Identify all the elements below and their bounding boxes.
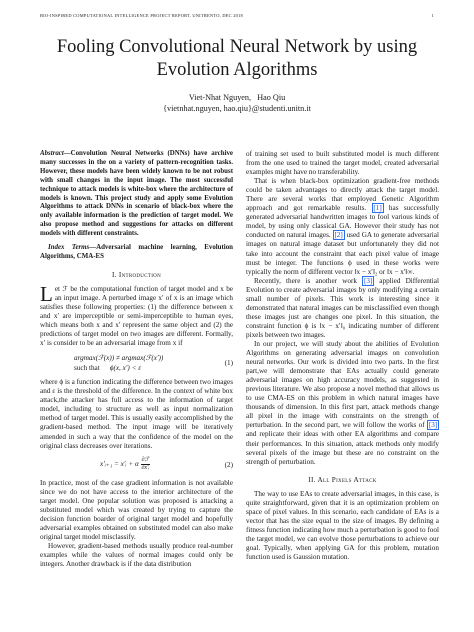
abstract-text: —Convolution Neural Networks (DNNs) have archive many successes in the on a variety of pattern-recognition tasks. However, these models have been widely known to be not robust with small changes in the input image. The most successful technique to attack models is white-box where the architecture of models is known. This project study and apply some Evolution Algorithms to attack DNNs in scenario of black-box where the only available information is the prediction of target model. We also propose method and suggestions for attacks on different models with different constraints. xyxy=(40,150,233,238)
citation-link-3[interactable]: [3] xyxy=(363,276,373,285)
intro-paragraph-2: where ϕ is a function indicating the difference between two images and ε is the threshold of the difference. In the context of white box attack,the attacker has full access to the information of target model, including to structure as well as input normalization method of target model. This is usually easily accomplished by the gradient-based method. The input image will be iteratively amended in such a way that the confidence of the model on the original class decreases over iterations. xyxy=(40,378,233,450)
equation-2-number: (2) xyxy=(224,460,233,469)
author-emails: {vietnhat.nguyen, hao.qiu}@studenti.unitn.it xyxy=(163,104,311,113)
index-terms-text: —Adversarial machine learning, Evolution Algorithms, CMA-ES xyxy=(40,244,233,260)
section-heading-introduction: I. Introduction xyxy=(112,270,161,279)
page-number: 1 xyxy=(431,13,434,18)
right-paragraph-5: The way to use EAs to create adversarial images, in this case, is quite straightforward, given that it is an optimization problem on space of pixel values. In this scenario, each candidate of EAs is a vector that has the size equal to the size of images. By defining a fitness function indicating how much a perturbation is good to fool the target model, we can evolve those perturbations to achieve our goal. Typically, when applying GA for this problem, mutation function used is Gaussion mutation. xyxy=(246,489,439,562)
left-column xyxy=(40,150,233,618)
intro-paragraph-3: In practice, most of the case gradient information is not available since we do not have access to the interior architecture of the target model. One popular solution was proposed is attacking a substituted model which was created by trying to capture the decision function boarder of original target model and hopefully adversarial examples obtained on substituted model can also make original target model misclassify. xyxy=(40,478,233,541)
equation-2-lhs: x′ᵢ₊₁ = x′ᵢ + α xyxy=(100,459,139,468)
equation-1-condition: argmax(ℱ(x)) ≠ argmax(ℱ(x′)) xyxy=(74,354,164,363)
title-line-1: Fooling Convolutional Neural Network by using xyxy=(56,37,418,57)
equation-1-row-2 xyxy=(40,363,233,373)
title-line-2: Evolution Algorithms xyxy=(156,60,318,80)
right-paragraph-4: In our project, we will study about the abilities of Evolution Algorithms on generating adversarial images on convolution neural networks. Our work is divided into two parts. In the first part,we will demonstrate that EAs actually could generate adversarial images on high accuracy models, as suggested in previous literature. We also propose a novel method that allows us to use CMA-ES on this problem in which natural images have thousands of dimension. In this first part, attack methods change all pixel in the image with constraints on the strength of perturbation. In the second part, we will follow the works of [3] and replicate their ideas with other EA algorithms and compare their performances. In this situation, attack methods only modify several pixels of the image but these are no constraint on the strength of perturbation. xyxy=(246,339,439,466)
index-terms-lead: Index Terms xyxy=(48,244,90,252)
equation-1-row-1 xyxy=(40,353,233,363)
drop-cap: L xyxy=(40,281,53,306)
equation-2-fraction xyxy=(141,457,151,472)
running-title: BIO-INSPIRED COMPUTATIONAL INTELLIGENCE PROJECT REPORT, UNITRENTO, DEC 2018 xyxy=(40,13,243,18)
citation-link-2[interactable]: [2] xyxy=(334,231,343,240)
author-block xyxy=(30,92,444,114)
citation-link-4[interactable]: [3] xyxy=(428,421,438,430)
equation-2 xyxy=(40,457,233,472)
author-names: Viet-Nhat Nguyen, Hao Qiu xyxy=(188,93,286,102)
citation-link-1[interactable]: [1] xyxy=(373,204,382,213)
section-heading-all-pixels-attack: II. All Pixels Attack xyxy=(308,475,377,484)
intro-paragraph-1-text: et ℱ be the computational function of target model and x be an input image. A perturbed image x′ of x is an image which satisfies these following properties: (1) the difference between x and x′ are imperceptible or semi-imperceptible to human eyes, which means both x and x′ represent the same object and (2) the predictions of target model on two images are different. Formally, x′ is consider to be an adversarial image from x if xyxy=(40,284,233,348)
equation-2-denominator: ∂x′ᵢ xyxy=(141,464,150,471)
abstract-lead: Abstract xyxy=(40,150,64,157)
equation-2-numerator: ∂ℱ xyxy=(141,456,150,463)
running-header xyxy=(40,13,434,18)
equation-1-number: (1) xyxy=(224,359,233,368)
intro-paragraph-1 xyxy=(40,281,233,348)
right-column xyxy=(246,150,439,618)
equation-1-such-that: such that xyxy=(74,364,100,373)
right-paragraph-3: Recently, there is another work [3] applied Differential Evolution to create adversarial images by only modifying a certain small number of pixels. This work is interesting since it demonstrated that natural images can be misclassified even though these images just are changes one pixel. In this situation, the constraint function ϕ is ‖x − x′‖₀ indicating number of different pixels between two images. xyxy=(246,276,439,339)
abstract xyxy=(40,150,233,239)
index-terms xyxy=(40,244,233,262)
right-paragraph-1: of training set used to built substituted model is much different from the one used to trained the target model, created adversarial examples might have no transferability. xyxy=(246,150,439,177)
equation-1 xyxy=(40,353,233,373)
equation-1-constraint: ϕ(x, x′) < ε xyxy=(109,364,142,373)
right-paragraph-2: That is when black-box optimization gradient-free methods could be taken advantages to directly attack the target model. There are several works that employed Genetic Algorithm approach and got remarkable results. [1] has successfully generated adversarial handwritten images to fool various kinds of model, by using only classical GA. However their study has not conducted on natural images. [2] used GA to generate adversarial images on natural image dataset but unfortunately they did not take into account the constraint that each pixel value of image must be integer. The functions ϕ used in these works were typically the norm of different vector ‖x − x′‖₂ or ‖x − x′‖∞. xyxy=(246,177,439,276)
paper-title xyxy=(30,36,444,82)
intro-paragraph-4: However, gradient-based methods usually produce real-number examples while the values of normal images could only be integers. Another drawback is if the data distribution xyxy=(40,541,233,569)
